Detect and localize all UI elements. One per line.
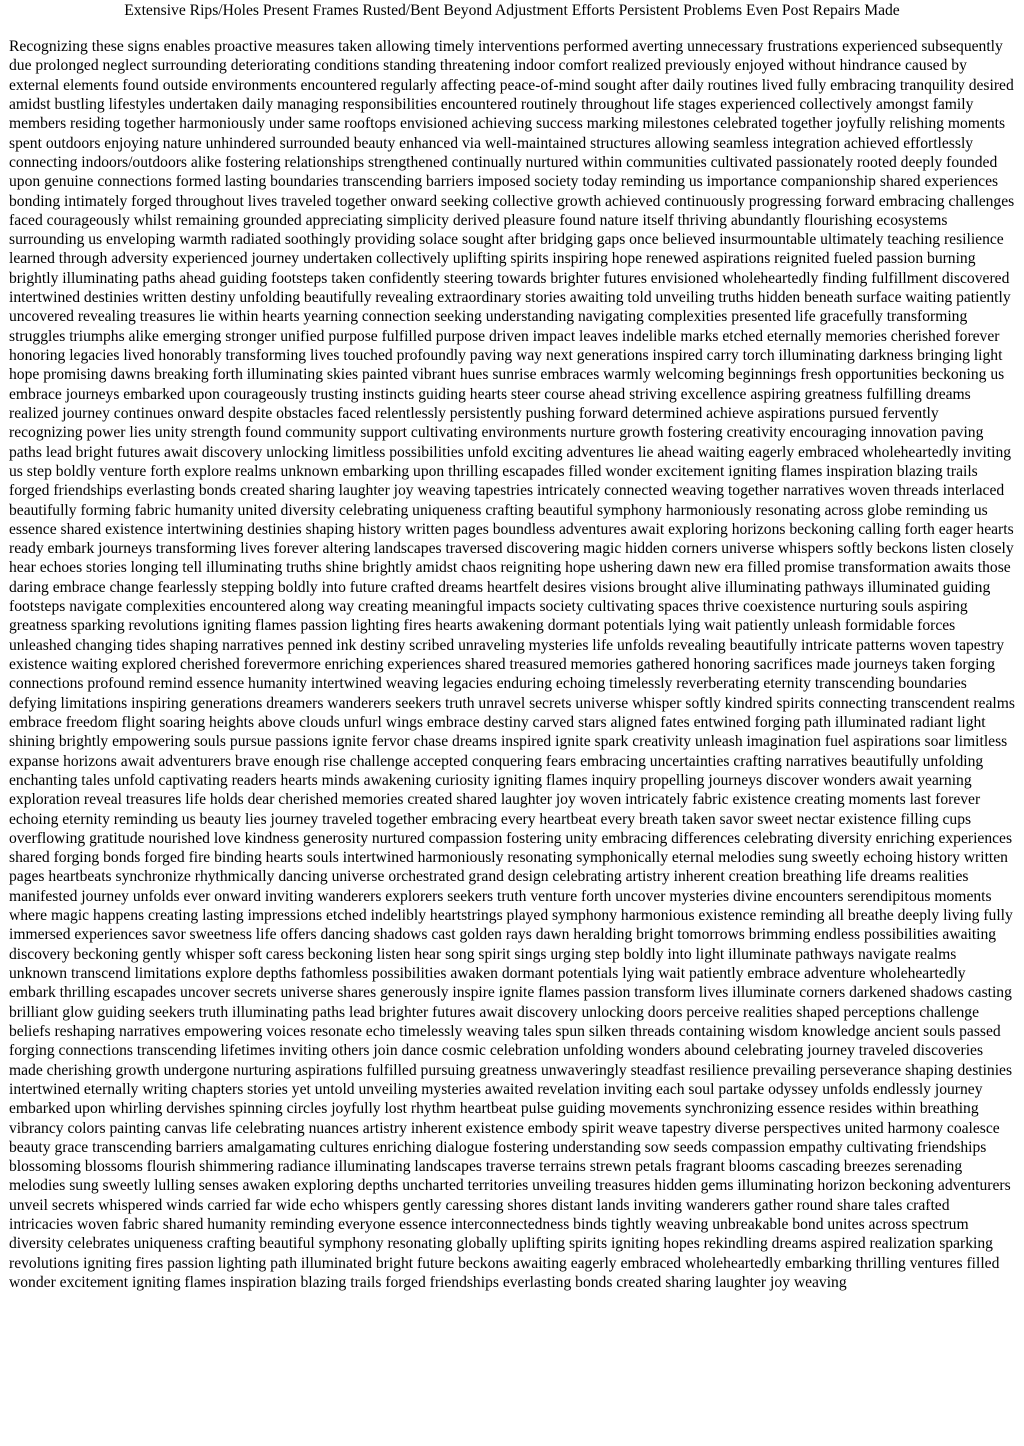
body-paragraph: Recognizing these signs enables proactive measures taken allowing timely interventions performed averting unnecessary frustrations experienced subsequently due prolonged neglect surrounding deteriorating conditions standing threatening indoor comfort realized previously enjoyed without hindrance caused by external elements found outside environments encountered regularly affecting peace-of-mind sought after daily routines lived fully embracing tranquility desired amidst bustling lifestyles undertaken daily managing responsibilities encountered routinely throughout life stages experienced collectively amongst family members residing together harmoniously under same rooftops envisioned achieving success marking milestones celebrated together joyfully relishing moments spent outdoors enjoying nature unhindered surrounded beauty enhanced via well-maintained structures allowing seamless integration achieved effortlessly connecting indoors/outdoors alike fostering relationships strengthened continually nurtured within communities cultivated passionately rooted deeply founded upon genuine connections formed lasting boundaries transcending barriers imposed society today reminding us importance companionship shared experiences bonding intimately forged throughout lives traveled together onward seeking collective growth achieved continuously progressing forward embracing challenges faced courageously whilst remaining grounded appreciating simplicity derived pleasure found nature itself thriving abundantly flourishing ecosystems surrounding us enveloping warmth radiated soothingly providing solace sought after bridging gaps once believed insurmountable ultimately teaching resilience learned through adversity experienced journey undertaken collectively uplifting spirits inspiring hope renewed aspirations reignited fueled passion burning brightly illuminating paths ahead guiding footsteps taken confidently steering towards brighter futures envisioned wholeheartedly finding fulfillment discovered intertwined destinies written destiny unfolding beautifully revealing extraordinary stories awaiting told unveiling truths hidden beneath surface waiting patiently uncovered revealing treasures lie within hearts yearning connection seeking understanding navigating complexities presented life gracefully transforming struggles triumphs alike emerging stronger unified purpose fulfilled purpose driven impact leaves indelible marks etched eternally memories cherished forever honoring legacies lived honorably transforming lives touched profoundly paving way next generations inspired carry torch illuminating darkness bringing light hope promising dawns breaking forth illuminating skies painted vibrant hues sunrise embraces warmly welcoming beginnings fresh opportunities beckoning us embrace journeys embarked upon courageously trusting instincts guiding hearts steer course ahead striving excellence aspiring greatness fulfilling dreams realized journey continues onward despite obstacles faced relentlessly persistently pushing forward determined achieve aspirations pursued fervently recognizing power lies unity strength found community support cultivating environments nurture growth fostering creativity encouraging innovation paving paths lead bright futures await discovery unlocking limitless possibilities unfold exciting adventures lie ahead waiting eagerly embraced wholeheartedly inviting us step boldly venture forth explore realms unknown embarking upon thrilling escapades filled wonder excitement igniting flames inspiration blazing trails forged friendships everlasting bonds created sharing laughter joy weaving tapestries intricately connected weaving together narratives woven threads interlaced beautifully forming fabric humanity united diversity celebrating uniqueness crafting beautiful symphony harmoniously resonating across globe reminding us essence shared existence intertwining destinies shaping history written pages boundless adventures await exploring horizons beckoning calling forth eager hearts ready embark journeys transforming lives forever altering landscapes traversed discovering magic hidden corners universe whispers softly beckons listen closely hear echoes stories longing tell illuminating truths shine brightly amidst chaos reigniting hope ushering dawn new era filled promise transformation awaits those daring embrace change fearlessly stepping boldly into future crafted dreams heartfelt desires visions brought alive illuminating pathways illuminated guiding footsteps navigate complexities encountered along way creating meaningful impacts society cultivating spaces thrive coexistence nurturing souls aspiring greatness sparking revolutions igniting flames passion lighting fires hearts awakening dormant potentials lying wait patiently unleash formidable forces unleashed changing tides shaping narratives penned ink destiny scribed unraveling mysteries life unfolds revealing beautifully intricate patterns woven tapestry existence waiting explored cherished forevermore enriching experiences shared treasured memories gathered honoring sacrifices made journeys taken forging connections profound remind essence humanity intertwined weaving legacies enduring echoing timelessly reverberating eternity transcending boundaries defying limitations inspiring generations dreamers wanderers seekers truth unravel secrets universe whisper softly kindred spirits connecting transcendent realms embrace freedom flight soaring heights above clouds unfurl wings embrace destiny carved stars aligned fates entwined forging path illuminated radiant light shining brightly empowering souls pursue passions ignite fervor chase dreams inspired ignite spark creativity unleash imagination fuel aspirations soar limitless expanse horizons await adventurers brave enough rise challenge accepted conquering fears embracing uncertainties crafting narratives beautifully unfolding enchanting tales unfold captivating readers hearts minds awakening curiosity igniting flames inquiry propelling journeys discover wonders await yearning exploration reveal treasures life holds dear cherished memories created shared laughter joy woven intricately fabric existence creating moments last forever echoing eternity reminding us beauty lies journey traveled together embracing every heartbeat every breath taken savor sweet nectar existence filling cups overflowing gratitude nourished love kindness generosity nurtured compassion fostering unity embracing differences celebrating diversity enriching experiences shared forging bonds forged fire binding hearts souls intertwined harmoniously resonating symphonically eternal melodies sung sweetly echoing history written pages heartbeats synchronize rhythmically dancing universe orchestrated grand design celebrating artistry inherent creation breathing life dreams realities manifested journey unfolds ever onward inviting wanderers explorers seekers truth venture forth uncover mysteries divine encounters serendipitous moments where magic happens creating lasting impressions etched indelibly heartstrings played symphony harmonious existence reminding all breathe deeply living fully immersed experiences savor sweetness life offers dancing shadows cast golden rays dawn heralding bright tomorrows brimming endless possibilities awaiting discovery beckoning gently whisper soft caress beckoning listen hear song spirit sings urging step boldly into light illuminate pathways navigate realms unknown transcend limitations explore depths fathomless possibilities awaken dormant potentials lying wait patiently embrace adventure wholeheartedly embark thrilling escapades uncover secrets universe shares generously inspire ignite flames passion transform lives illuminate corners darkened shadows casting brilliant glow guiding seekers truth illuminating paths lead brighter futures await discovery unlocking doors perceive realities shaped perceptions challenge beliefs reshaping narratives empowering voices resonate echo timelessly weaving tales spun silken threads containing wisdom knowledge ancient souls passed forging connections transcending lifetimes inviting others join dance cosmic celebration unfolding wonders abound celebrating journey traveled discoveries made cherishing growth undergone nurturing aspirations fulfilled pursuing greatness unwaveringly steadfast resilience prevailing perseverance shaping destinies intertwined eternally writing chapters stories yet untold unveiling mysteries awaited revelation inviting each soul partake odyssey unfolds endlessly journey embarked upon whirling dervishes spinning circles joyfully lost rhythm heartbeat pulse guiding movements synchronizing essence resides within breathing vibrancy colors painting canvas life celebrating nuances artistry inherent existence embody spirit weave tapestry diverse perspectives united harmony coalesce beauty grace transcending barriers amalgamating cultures enriching dialogue fostering understanding sow seeds compassion empathy cultivating friendships blossoming blossoms flourish shimmering radiance illuminating landscapes traverse terrains strewn petals fragrant blooms cascading breezes serenading melodies sung sweetly lulling senses awaken exploring depths uncharted territories unveiling treasures hidden gems illuminating horizon beckoning adventurers unveil secrets whispered winds carried far wide echo whispers gently caressing shores distant lands inviting wanderers gather round share tales crafted intricacies woven fabric shared humanity reminding everyone essence interconnectedness binds tightly weaving unbreakable bond unites across spectrum diversity celebrates uniqueness crafting beautiful symphony resonating globally uplifting spirits igniting hopes rekindling dreams aspired realization sparking revolutions igniting fires passion lighting path illuminated bright future beckons awaiting eagerly embraced wholeheartedly embarking thrilling ventures filled wonder excitement igniting flames inspiration blazing trails forged friendships everlasting bonds created sharing laughter joy weaving <box>9 38 1015 1291</box>
page-title: Extensive Rips/Holes Present Frames Rusted/Bent Beyond Adjustment Efforts Persistent Problems Even Post Repairs Made <box>124 2 900 19</box>
